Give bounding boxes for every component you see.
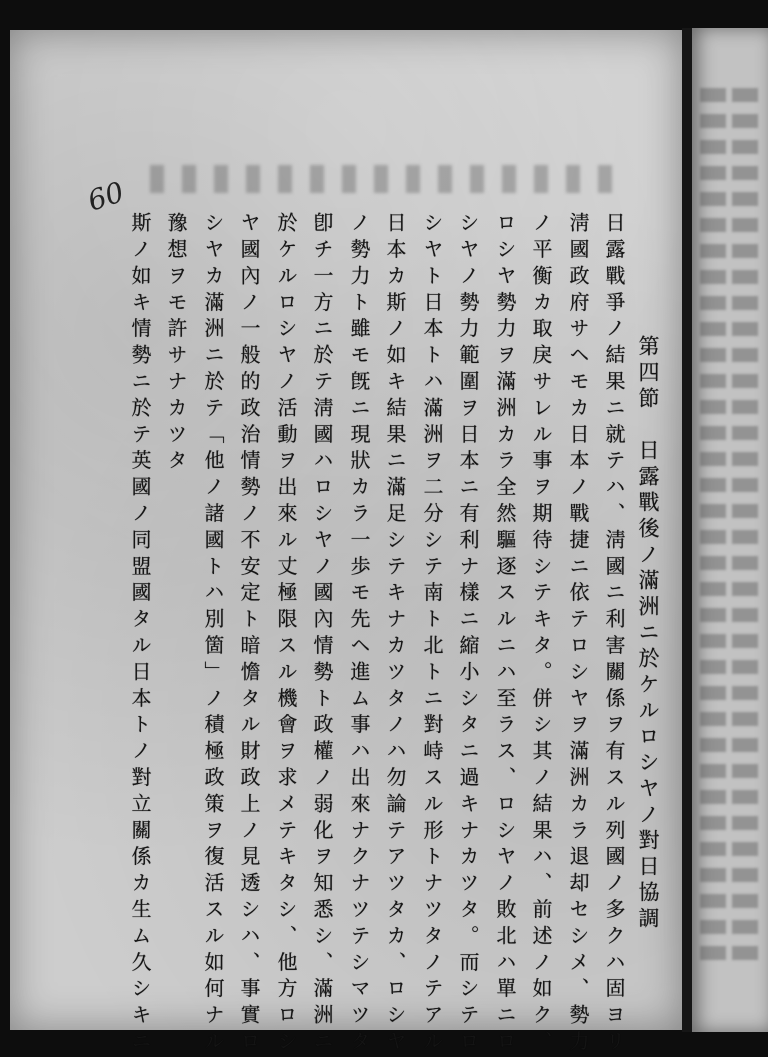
- adjacent-page: [692, 28, 768, 1032]
- text-column-10: 於ケルロシヤノ活動ヲ出來ル丈極限スル機會ヲ求メテキタシ、他方ロシ: [274, 212, 298, 1057]
- text-column-14: 斯ノ如キ情勢ニ於テ英國ノ同盟國タル日本トノ對立關係カ生ム久シキニ: [128, 212, 152, 1057]
- document-page: [10, 30, 682, 1057]
- book-spine: [682, 28, 692, 1032]
- text-column-7: 日本カ斯ノ如キ結果ニ滿足シテキナカツタノハ勿論テアツタカ、ロシヤ: [383, 212, 407, 1057]
- adjacent-page-text: [732, 88, 758, 968]
- text-column-12: シヤカ滿洲ニ於テ「他ノ諸國トハ別箇」ノ積極政策ヲ復活スル如何ナル: [201, 212, 225, 1057]
- text-column-6: シヤト日本トハ滿洲ヲ二分シテ南ト北トニ對峙スル形トナツタノテアル: [420, 212, 444, 1057]
- text-column-3: ノ平衡カ取戾サレル事ヲ期待シテキタ。併シ其ノ結果ハ、前述ノ如ク、: [529, 212, 553, 1057]
- page-number: 60: [83, 175, 128, 218]
- text-column-8: ノ勢力ト雖モ旣ニ現狀カラ一歩モ先ヘ進ム事ハ出來ナクナツテシマツタ: [347, 212, 371, 1057]
- text-column-11: ヤ國內ノ一般的政治情勢ノ不安定ト暗憺タル財政上ノ見透シハ、事實ロ: [237, 212, 261, 1057]
- text-column-5: シヤノ勢力範圍ヲ日本ニ有利ナ樣ニ縮小シタニ過キナカツタ。而シテロ: [456, 212, 480, 1057]
- text-column-1: 日露戰爭ノ結果ニ就テハ、淸國ニ利害關係ヲ有スル列國ノ多クハ固ヨリ: [602, 212, 626, 1057]
- text-column-9: 卽チ一方ニ於テ淸國ハロシヤノ國內情勢ト政權ノ弱化ヲ知悉シ、滿洲ニ: [310, 212, 334, 1057]
- text-column-13: 豫想ヲモ許サナカツタ: [164, 212, 188, 476]
- section-heading: 第四節 日露戰後ノ滿洲ニ於ケルロシヤノ對日協調: [636, 335, 660, 933]
- text-column-2: 淸國政府サヘモカ日本ノ戰捷ニ依テロシヤヲ滿洲カラ退却セシメ、勢力: [566, 212, 590, 1057]
- text-column-4: ロシヤ勢力ヲ滿洲カラ全然驅逐スルニハ至ラス、ロシヤノ敗北ハ單ニロ: [493, 212, 517, 1057]
- bleed-through-text: [150, 165, 620, 193]
- adjacent-page-text: [700, 88, 726, 968]
